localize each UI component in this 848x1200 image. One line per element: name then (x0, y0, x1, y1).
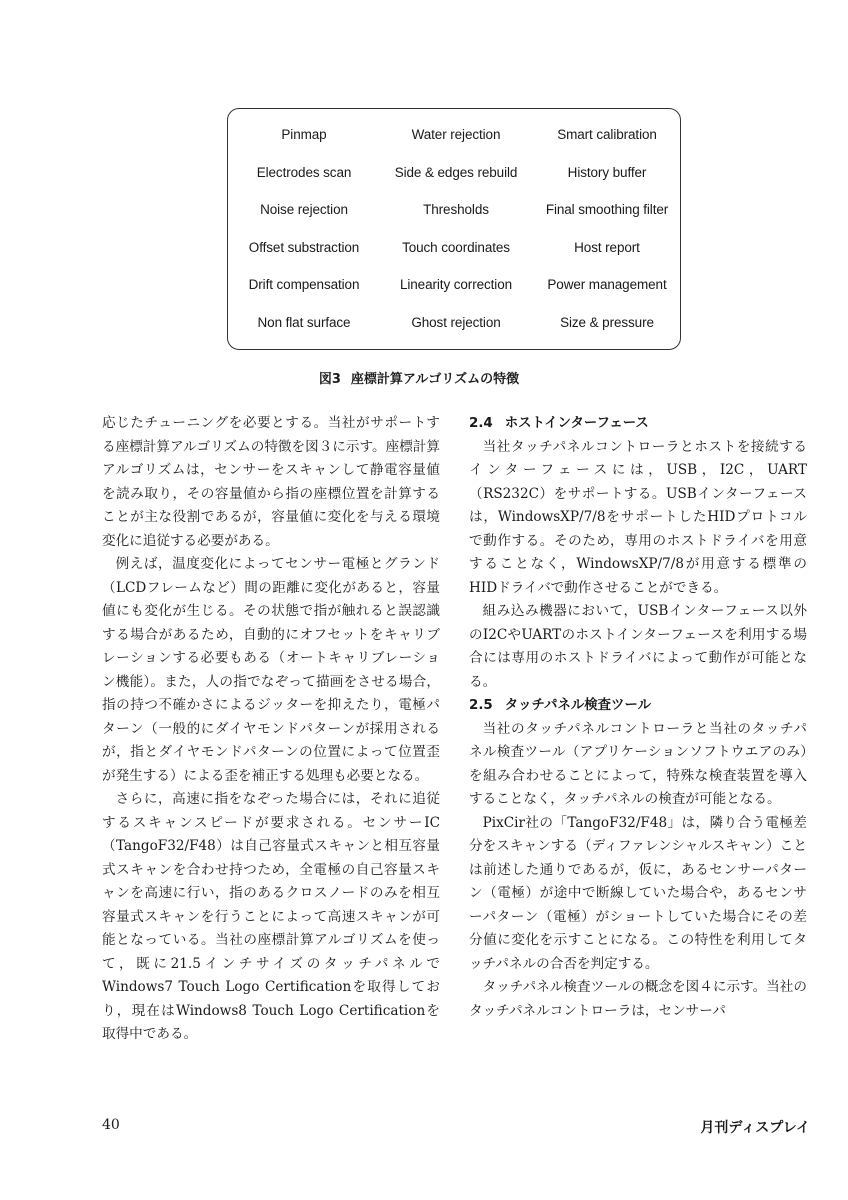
feature-item: Host report (574, 239, 640, 255)
feature-item: Water rejection (411, 127, 501, 142)
paragraph: さらに，高速に指をなぞった場合には，それに追従するスキャンスピードが要求される。センサーIC（TangoF32/F48）は自己容量式スキャンと相互容量式スキャンを合わせ持つため，全電極の自己容量スキャンを高速に行い，指のあるクロスノードのみを相互容量式スキャンを行うことによって高速スキャンが可能となっている。当社の座標計算アルゴリズムを使って，既に21.5インチサイズのタッチパネルでWindows7 Touch Logo Certificationを取得しており，現在はWindows8 Touch Logo Certificationを取得中である。 (102, 791, 440, 1042)
section-number: 2.4 (469, 416, 493, 431)
paragraph: 組み込み機器において，USBインターフェース以外のI2CやUARTのホストインターフェースを利用する場合には専用のホストドライバによって動作が可能となる。 (469, 603, 807, 690)
journal-name: 月刊ディスプレイ (700, 1120, 810, 1136)
feature-item: Power management (547, 277, 667, 293)
paragraph: 例えば，温度変化によってセンサー電極とグランド（LCDフレームなど）間の距離に変化があると，容量値にも変化が生じる。その状態で指が触れると誤認識する場合があるため，自動的にオフセットをキャリブレーションする必要もある（オートキャリブレーション機能）。また，人の指でなぞって描画をさせる場合，指の持つ不確かさによるジッターを抑えたり，電極パターン（一般的にダイヤモンドパターンが採用されるが，指とダイヤモンドパターンの位置によって位置歪が発生する）による歪を補正する処理も必要となる。 (102, 556, 440, 784)
feature-item: Linearity correction (399, 277, 513, 293)
feature-item: Ghost rejection (411, 314, 501, 330)
section-title: タッチパネル検査ツール (504, 698, 651, 713)
feature-grid (228, 121, 680, 347)
feature-item: Drift compensation (248, 277, 360, 293)
right-column (469, 412, 807, 1023)
feature-item: Side & edges rebuild (394, 164, 518, 180)
paragraph: 応じたチューニングを必要とする。当社がサポートする座標計算アルゴリズムの特徴を図３に示す。座標計算アルゴリズムは，センサーをスキャンして静電容量値を読み取り，その容量値から指の座標位置を計算することが主な役割であるが，容量値に変化を与える環境変化に追従する必要がある。 (102, 415, 440, 549)
feature-item: Offset substraction (248, 239, 360, 255)
paragraph: タッチパネル検査ツールの概念を図４に示す。当社のタッチパネルコントローラは，センサーパ (469, 979, 807, 1019)
feature-item: Thresholds (423, 202, 489, 218)
figure-caption (0, 368, 848, 387)
feature-item: History buffer (567, 164, 647, 180)
section-heading (469, 412, 807, 436)
feature-item: Noise rejection (260, 202, 348, 218)
paragraph: 当社タッチパネルコントローラとホストを接続するインターフェースには，USB，I2C，UART（RS232C）をサポートする。USBインターフェースは，WindowsXP/7/8をサポートしたHIDプロトコルで動作する。そのため，専用のホストドライバを用意することなく，WindowsXP/7/8が用意する標準のHIDドライバで動作させることができる。 (469, 438, 807, 596)
caption-number: 図3 (318, 372, 341, 387)
section-title: ホストインターフェース (504, 416, 649, 431)
feature-item: Electrodes scan (256, 164, 352, 180)
feature-item: Size & pressure (560, 314, 654, 330)
left-column (102, 412, 440, 1047)
page-number: 40 (102, 1117, 120, 1133)
caption-text: 座標計算アルゴリズムの特徴 (350, 372, 520, 387)
feature-item: Final smoothing filter (545, 202, 669, 218)
paragraph: 当社のタッチパネルコントローラと当社のタッチパネル検査ツール（アプリケーションソフトウエアのみ）を組み合わせることによって，特殊な検査装置を導入することなく，タッチパネルの検査が可能となる。 (469, 720, 807, 807)
section-number: 2.5 (469, 698, 493, 713)
section-heading (469, 694, 807, 718)
feature-item: Touch coordinates (402, 239, 510, 255)
feature-item: Smart calibration (557, 127, 657, 142)
feature-item: Pinmap (281, 127, 327, 142)
figure-box (227, 108, 681, 350)
paragraph: PixCir社の「TangoF32/F48」は，隣り合う電極差分をスキャンする（ディファレンシャルスキャン）ことは前述した通りであるが，仮に，あるセンサーパターン（電極）が途中で断線していた場合や，あるセンサーパターン（電極）がショートしていた場合にその差分値に変化を示すことになる。この特性を利用してタッチパネルの合否を判定する。 (469, 814, 807, 972)
feature-item: Non flat surface (257, 314, 351, 330)
